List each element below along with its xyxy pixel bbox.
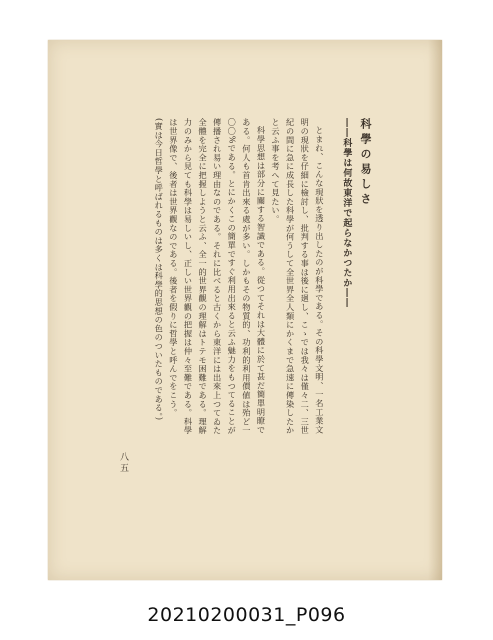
paragraph: (實は今日哲學と呼ばれるものは多くは科學的思想の色のついたものである。)	[154, 118, 165, 421]
paragraph: とまれ、こんな現狀を透り出したのが科學である。その科學文明、一名工業文明の現狀を仔細に檢討し、批判する事は後に廻し、こゝでは我々は僅々二、三世紀の間に急に成長した科學が何うして全世界全人類にかくまで急速に傳染したかと云ふ事を考へて見たい。	[271, 118, 325, 435]
paragraph: 科學思想は部分に關する智識である。從つてそれは大體に於て甚だ簡單明瞭である。何人も首肯出來る處が多い。しかもその物質的、功利的利用價値は殆ど一〇〇%である。とにかくこの簡單ですぐ利用出來ると云ふ魅力をもつてることが傳播され易い理由なのである。それに比べると古くから東洋には出來上つてゐた全體を完全に把握しようと云ふ、全一的世界觀の理解はトテモ困難である。理解力のみから見ても科學は易しいし、正しい世界觀の把握は仲々至難である。科學は世界像で、後者は世界觀なのである。後者を假りに哲學と呼んでをこう。	[168, 118, 267, 435]
vertical-text-block	[110, 118, 372, 438]
document-subtitle: ――科學は何故東洋で起らなかつたか――	[341, 118, 352, 308]
image-caption: 20210200031_P096	[147, 604, 346, 626]
page-number: 八五	[118, 452, 128, 474]
document-title: 科學の易しさ	[359, 118, 372, 208]
